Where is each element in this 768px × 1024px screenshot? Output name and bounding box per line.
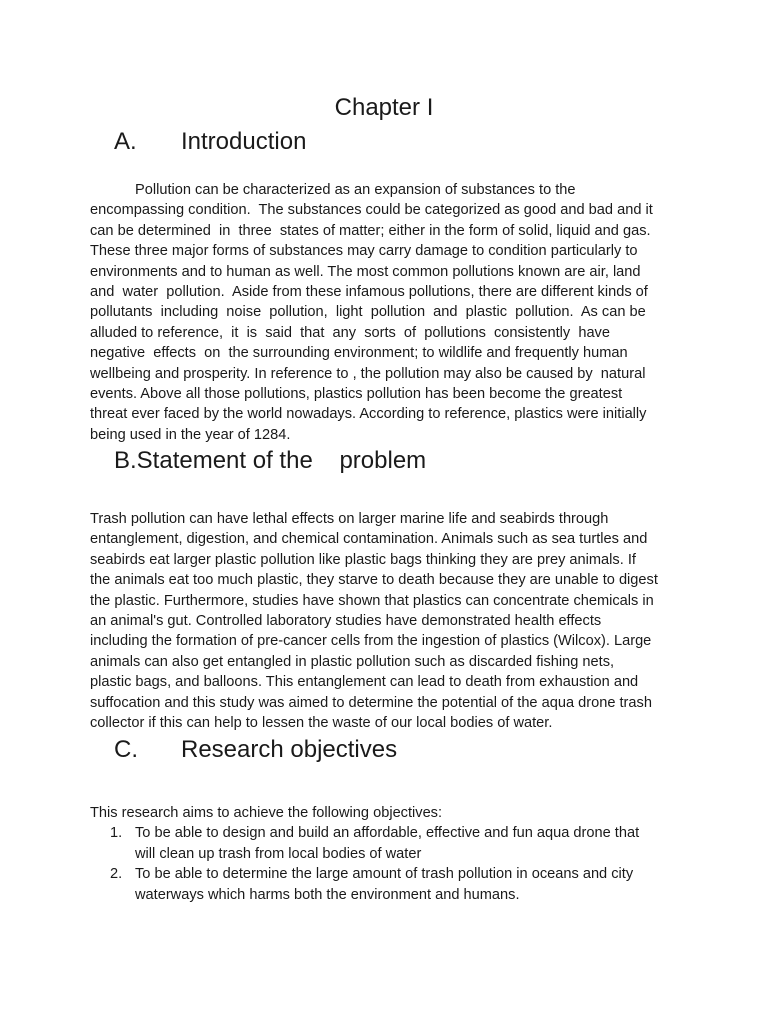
text-line: suffocation and this study was aimed to determine the potential of the aqua drone trash — [90, 694, 652, 711]
text-line: environments and to human as well. The most common pollutions known are air, land — [90, 263, 641, 280]
section-c-letter: C. — [114, 736, 138, 763]
text-line: threat ever faced by the world nowadays. According to reference, plastics were initially — [90, 406, 647, 423]
text-line: events. Above all those pollutions, plastics pollution has been become the greatest — [90, 386, 623, 403]
text-line: and water pollution. Aside from these infamous pollutions, there are different kinds of — [90, 284, 648, 301]
section-a-letter: A. — [114, 128, 137, 155]
text-line: including the formation of pre-cancer cells from the ingestion of plastics (Wilcox). Large — [90, 633, 652, 650]
text-line: an animal's gut. Controlled laboratory studies have demonstrated health effects — [90, 613, 602, 630]
section-a-title: Introduction — [181, 128, 307, 155]
text-line: seabirds eat larger plastic pollution like plastic bags thinking they are prey animals. If — [90, 551, 636, 568]
text-line: To be able to determine the large amount of trash pollution in oceans and city — [135, 866, 634, 883]
chapter-title: Chapter I — [334, 94, 434, 121]
text-line: waterways which harms both the environment and humans. — [135, 886, 520, 903]
text-line: will clean up trash from local bodies of water — [135, 845, 422, 862]
text-line: pollutants including noise pollution, light pollution and plastic pollution. As can be — [90, 304, 646, 321]
text-line: entanglement, digestion, and chemical contamination. Animals such as sea turtles and — [90, 531, 648, 548]
text-line: Trash pollution can have lethal effects on larger marine life and seabirds through — [90, 511, 609, 527]
problem-paragraph — [90, 509, 658, 733]
text-line: collector if this can help to lessen the waste of our local bodies of water. — [90, 715, 553, 732]
text-line: the plastic. Furthermore, studies have shown that plastics can concentrate chemicals in — [90, 592, 654, 609]
text-line: wellbeing and prosperity. In reference to , the pollution may also be caused by natural — [90, 365, 646, 382]
objective-number: 2. — [110, 866, 123, 883]
section-b-title: B.Statement of the problem — [114, 447, 427, 474]
text-line: animals can also get entangled in plastic pollution such as discarded fishing nets, — [90, 653, 615, 670]
text-line: the animals eat too much plastic, they starve to death because they are unable to digest — [90, 572, 658, 589]
text-line: can be determined in three states of matter; either in the form of solid, liquid and gas. — [90, 222, 651, 239]
text-line: alluded to reference, it is said that any sorts of pollutions consistently have — [90, 324, 610, 341]
objectives-section — [90, 803, 639, 905]
objective-number: 1. — [110, 825, 123, 842]
text-line: These three major forms of substances may carry damage to condition particularly to — [90, 243, 638, 260]
text-line: To be able to design and build an affordable, effective and fun aqua drone that — [135, 825, 640, 842]
objective-item — [90, 864, 639, 905]
objectives-intro: This research aims to achieve the following objectives: — [90, 805, 443, 821]
intro-paragraph — [90, 180, 653, 445]
text-line: plastic bags, and balloons. This entanglement can lead to death from exhaustion and — [90, 674, 639, 691]
text-line: negative effects on the surrounding environment; to wildlife and frequently human — [90, 345, 628, 362]
text-line: Pollution can be characterized as an expansion of substances to the — [135, 182, 576, 198]
section-c-title: Research objectives — [181, 736, 398, 763]
text-line: being used in the year of 1284. — [90, 426, 291, 443]
text-line: encompassing condition. The substances could be categorized as good and bad and it — [90, 202, 653, 219]
objective-item — [90, 823, 639, 864]
